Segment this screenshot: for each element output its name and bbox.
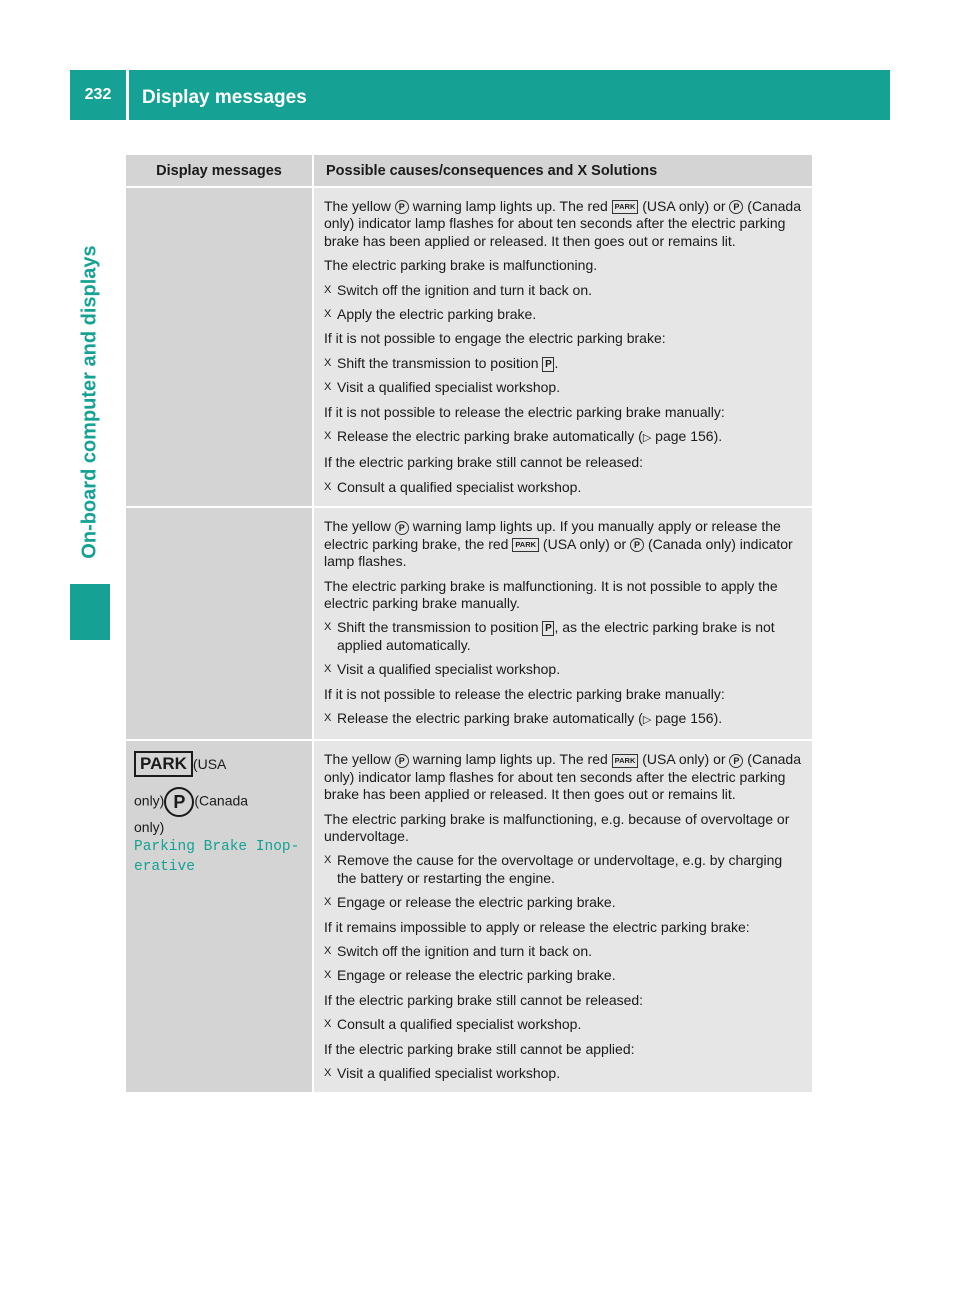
step: [324, 379, 804, 396]
step-arrow-icon: X: [324, 381, 332, 394]
text: (Canada only) indicator lamp flashes for about ten seconds after the electric parking brake has been applied or released. It then goes out or remains lit.: [324, 198, 801, 249]
text: warning lamp lights up. The red: [412, 198, 608, 214]
step-arrow-icon: X: [324, 621, 332, 634]
page-reference-link[interactable]: page 156).: [655, 428, 723, 445]
page-reference-link[interactable]: page 156).: [655, 709, 723, 726]
step-text: Apply the electric parking brake.: [337, 306, 537, 323]
solutions-cell: [314, 741, 812, 1092]
paragraph: The electric parking brake is malfunctioning.: [324, 257, 598, 274]
paragraph: If it remains impossible to apply or release the electric parking brake:: [324, 918, 750, 935]
parking-brake-lamp-icon: P: [630, 538, 644, 552]
step: [324, 282, 804, 299]
paragraph: [324, 751, 804, 803]
text: warning lamp lights up. The red: [412, 751, 608, 768]
parking-brake-lamp-icon: P: [395, 754, 409, 768]
display-message-cell: [126, 741, 312, 1092]
table-row: [126, 188, 812, 506]
text: The yellow: [324, 751, 391, 768]
paragraph: If the electric parking brake still cannot be released:: [324, 454, 644, 471]
text: The yellow: [324, 198, 391, 214]
step: [324, 967, 804, 984]
text: The yellow: [324, 518, 391, 535]
step-text: Engage or release the electric parking brake.: [337, 894, 616, 911]
step-arrow-icon: X: [324, 1018, 332, 1031]
step-arrow-icon: X: [324, 308, 332, 321]
step: [324, 852, 804, 887]
page-number: 232: [84, 86, 112, 103]
side-tab-label: On-board computer and displays: [78, 245, 101, 559]
step-text: Switch off the ignition and turn it back on.: [337, 943, 593, 959]
step-text: Visit a qualified specialist workshop.: [337, 661, 561, 678]
step-arrow-icon: X: [324, 945, 332, 957]
step-text: Engage or release the electric parking brake.: [337, 967, 616, 984]
page-reference-icon: ▷: [642, 432, 652, 445]
paragraph: The electric parking brake is malfunctioning. It is not possible to apply the electric parking brake manually.: [324, 577, 778, 611]
position-p-icon: P: [542, 357, 554, 372]
step-text: Release the electric parking brake automatically (: [337, 709, 643, 726]
display-message-cell: [126, 188, 312, 506]
step: [324, 943, 804, 960]
side-tab-block: [70, 584, 110, 640]
text: (USA only) or: [642, 751, 726, 768]
text: (Canada: [194, 793, 249, 810]
paragraph: If it is not possible to release the electric parking brake manually:: [324, 403, 725, 420]
park-warning-icon: PARK: [134, 751, 193, 777]
step-text: Shift the transmission to position: [337, 354, 539, 371]
display-messages-table: [126, 155, 812, 1092]
step-text: Shift the transmission to position: [337, 619, 539, 636]
step-text: Release the electric parking brake automatically (: [337, 428, 643, 445]
canada-lamp-line: [134, 787, 304, 817]
table-row: [126, 508, 812, 739]
solutions-cell: [314, 508, 812, 739]
display-message-text: Parking Brake Inop‐: [134, 839, 300, 856]
step: [324, 479, 804, 496]
parking-brake-warning-icon: P: [164, 787, 194, 817]
park-lamp-icon: PARK: [612, 754, 639, 768]
step-text: Switch off the ignition and turn it back on.: [337, 281, 593, 298]
parking-brake-lamp-icon: P: [729, 200, 743, 214]
page-title: Display messages: [142, 87, 307, 108]
paragraph: If the electric parking brake still cannot be applied:: [324, 1040, 635, 1057]
page-reference-icon: ▷: [642, 713, 652, 726]
step-text: Visit a qualified specialist workshop.: [337, 1065, 561, 1082]
position-p-icon: P: [542, 621, 554, 636]
table-row: [126, 741, 812, 1092]
step-arrow-icon: X: [324, 969, 332, 982]
text: (Canada only) indicator lamp flashes for about ten seconds after the electric parking brake has been applied or released. It then goes out or remains lit.: [324, 751, 801, 803]
parking-brake-lamp-icon: P: [395, 521, 409, 535]
step: [324, 355, 804, 372]
text: (USA: [192, 756, 227, 773]
park-lamp-icon: PARK: [612, 200, 639, 214]
step-text: Remove the cause for the overvoltage or undervoltage, e.g. by charging the battery or restarting the engine.: [337, 852, 783, 886]
column-header-text: Possible causes/consequences and: [326, 162, 574, 179]
step-arrow-icon: X: [324, 896, 332, 909]
step-arrow-icon: X: [324, 480, 332, 493]
step: [324, 894, 804, 911]
paragraph: The electric parking brake is malfunctioning, e.g. because of overvoltage or undervoltage.: [324, 810, 790, 844]
paragraph: [324, 518, 804, 570]
step-arrow-icon: X: [324, 711, 332, 724]
step-arrow-icon: X: [324, 1067, 332, 1080]
text: (USA only) or: [542, 535, 627, 552]
table-header: [126, 155, 812, 186]
display-message-text: erative: [134, 859, 195, 876]
text: only): [134, 819, 165, 836]
step-arrow-icon: X: [324, 854, 332, 867]
solutions-cell: [314, 188, 812, 506]
paragraph: If the electric parking brake still cannot be released:: [324, 991, 644, 1008]
step-arrow-icon: X: [324, 356, 332, 369]
step-arrow-icon: X: [324, 283, 332, 296]
text: warning lamp lights up. If you manually apply or release the electric parking brake, the red: [324, 518, 781, 552]
column-header-causes-solutions: [314, 155, 812, 186]
text: (Canada only) indicator lamp flashes.: [324, 535, 793, 570]
text: (USA only) or: [642, 198, 726, 214]
paragraph: If it is not possible to engage the electric parking brake:: [324, 330, 666, 347]
parking-brake-lamp-icon: P: [395, 200, 409, 214]
solutions-arrow-icon: X: [577, 162, 588, 179]
step: [324, 710, 804, 729]
display-message-cell: [126, 508, 312, 739]
step-arrow-icon: X: [324, 663, 332, 676]
header-divider: [126, 70, 129, 120]
column-header-display-messages: Display messages: [126, 155, 314, 186]
step: [324, 619, 804, 654]
step: [324, 661, 804, 678]
paragraph: [324, 198, 804, 250]
park-lamp-icon: PARK: [512, 538, 539, 552]
step-text: Visit a qualified specialist workshop.: [337, 379, 561, 396]
step-text: Consult a qualified specialist workshop.: [337, 1016, 582, 1033]
step: [324, 1016, 804, 1033]
step: [324, 428, 804, 447]
step: [324, 1065, 804, 1082]
step-text: .: [554, 354, 559, 371]
step-arrow-icon: X: [324, 430, 332, 443]
parking-brake-lamp-icon: P: [729, 754, 743, 768]
step-text: Consult a qualified specialist workshop.: [337, 478, 582, 495]
step: [324, 306, 804, 323]
step-text: , as the electric parking brake is not applied automatically.: [337, 619, 775, 653]
paragraph: If it is not possible to release the electric parking brake manually:: [324, 685, 725, 702]
column-header-solutions: Solutions: [591, 162, 658, 179]
text: only): [134, 793, 165, 810]
usa-lamp-line: [134, 751, 304, 777]
